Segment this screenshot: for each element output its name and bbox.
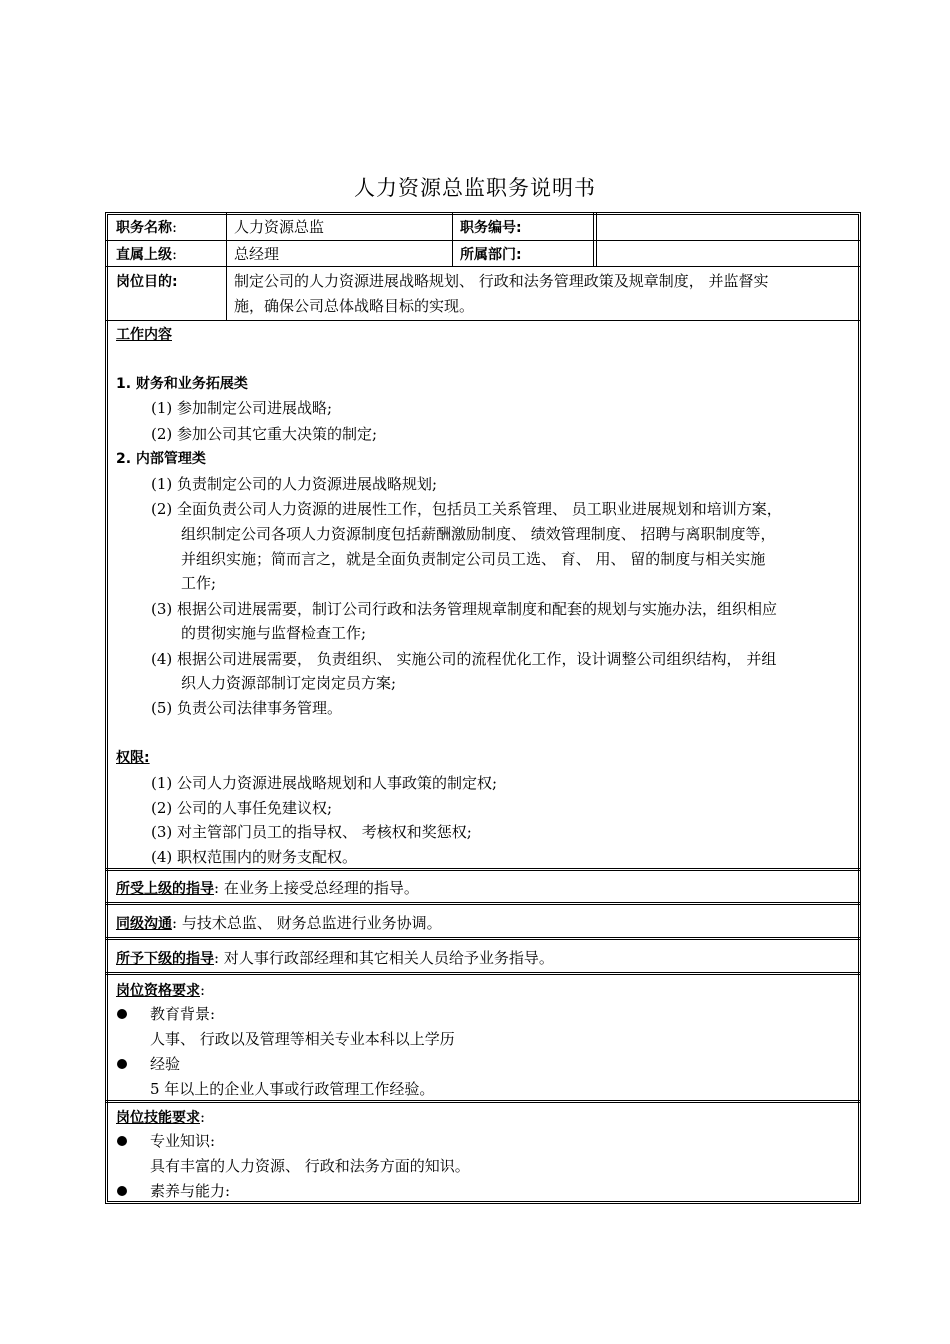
list-item-continuation: 的贯彻实施与监督检查工作; xyxy=(181,624,367,642)
qualification-heading: 岗位资格要求: xyxy=(116,981,206,999)
list-item: (3) 根据公司进展需要，制订公司行政和法务管理规章制度和配套的规划与实施办法，组织相应 xyxy=(151,600,778,618)
list-item: (3) 对主管部门员工的指导权、 考核权和奖惩权; xyxy=(151,823,472,841)
ability-label: 素养与能力: xyxy=(150,1182,231,1200)
list-item-continuation: 并组织实施；简而言之，就是全面负责制定公司员工选、 育、 用、 留的制度与相关实施 xyxy=(181,550,766,568)
experience-text: 5 年以上的企业人事或行政管理工作经验。 xyxy=(150,1080,435,1098)
job-code-label: 职务编号: xyxy=(460,220,522,236)
superior-guidance-row: 所受上级的指导: 在业务上接受总经理的指导。 xyxy=(116,879,419,897)
list-item: (2) 全面负责公司人力资源的进展性工作，包括员工关系管理、 员工职业进展规划和培训方案， xyxy=(151,500,782,518)
bullet-icon xyxy=(117,1009,127,1019)
section-title: 1. 财务和业务拓展类 xyxy=(116,376,248,392)
column-divider xyxy=(452,213,453,267)
list-item: (1) 负责制定公司的人力资源进展战略规划; xyxy=(151,475,438,493)
bullet-icon xyxy=(117,1059,127,1069)
row-divider xyxy=(105,868,861,871)
superior-value: 总经理 xyxy=(234,245,280,263)
section-title: 2. 内部管理类 xyxy=(116,451,206,467)
row-divider xyxy=(105,937,861,940)
bullet-icon xyxy=(117,1136,127,1146)
job-name-label: 职务名称: xyxy=(116,218,178,236)
experience-label: 经验 xyxy=(150,1055,181,1073)
row-divider xyxy=(105,1100,861,1103)
peer-communication-row: 同级沟通: 与技术总监、 财务总监进行业务协调。 xyxy=(116,914,442,932)
department-label: 所属部门: xyxy=(460,247,522,263)
education-label: 教育背景: xyxy=(150,1005,216,1023)
list-item: (4) 职权范围内的财务支配权。 xyxy=(151,848,358,866)
list-item-continuation: 工作; xyxy=(181,574,217,592)
purpose-label: 岗位目的: xyxy=(116,274,178,290)
list-item: (5) 负责公司法律事务管理。 xyxy=(151,699,343,717)
purpose-text-line: 制定公司的人力资源进展战略规划、 行政和法务管理政策及规章制度， 并监督实 xyxy=(234,272,769,290)
skills-heading: 岗位技能要求: xyxy=(116,1108,206,1126)
row-divider xyxy=(105,972,861,975)
list-item: (1) 公司人力资源进展战略规划和人事政策的制定权; xyxy=(151,774,498,792)
column-divider xyxy=(593,213,594,267)
column-divider xyxy=(596,213,597,267)
job-name-value: 人力资源总监 xyxy=(234,218,325,236)
row-divider xyxy=(105,240,861,241)
list-item-continuation: 组织制定公司各项人力资源制度包括薪酬激励制度、 绩效管理制度、 招聘与离职制度等， xyxy=(181,525,776,543)
education-text: 人事、 行政以及管理等相关专业本科以上学历 xyxy=(150,1030,455,1048)
list-item: (2) 参加公司其它重大决策的制定; xyxy=(151,425,378,443)
authority-heading: 权限: xyxy=(116,750,150,766)
column-divider xyxy=(226,213,227,321)
page-title: 人力资源总监职务说明书 xyxy=(354,176,596,200)
knowledge-label: 专业知识: xyxy=(150,1132,216,1150)
superior-label: 直属上级: xyxy=(116,245,178,263)
row-divider xyxy=(105,902,861,905)
row-divider xyxy=(105,266,861,267)
bullet-icon xyxy=(117,1186,127,1196)
list-item: (4) 根据公司进展需要， 负责组织、 实施公司的流程优化工作，设计调整公司组织结构， 并组 xyxy=(151,650,777,668)
subordinate-guidance-row: 所予下级的指导: 对人事行政部经理和其它相关人员给予业务指导。 xyxy=(116,949,554,967)
list-item: (2) 公司的人事任免建议权; xyxy=(151,799,333,817)
list-item-continuation: 织人力资源部制订定岗定员方案; xyxy=(181,674,397,692)
work-content-heading: 工作内容 xyxy=(116,327,172,343)
purpose-text-line: 施，确保公司总体战略目标的实现。 xyxy=(234,297,475,315)
list-item: (1) 参加制定公司进展战略; xyxy=(151,399,333,417)
knowledge-text: 具有丰富的人力资源、 行政和法务方面的知识。 xyxy=(150,1157,470,1175)
row-divider xyxy=(105,320,861,321)
